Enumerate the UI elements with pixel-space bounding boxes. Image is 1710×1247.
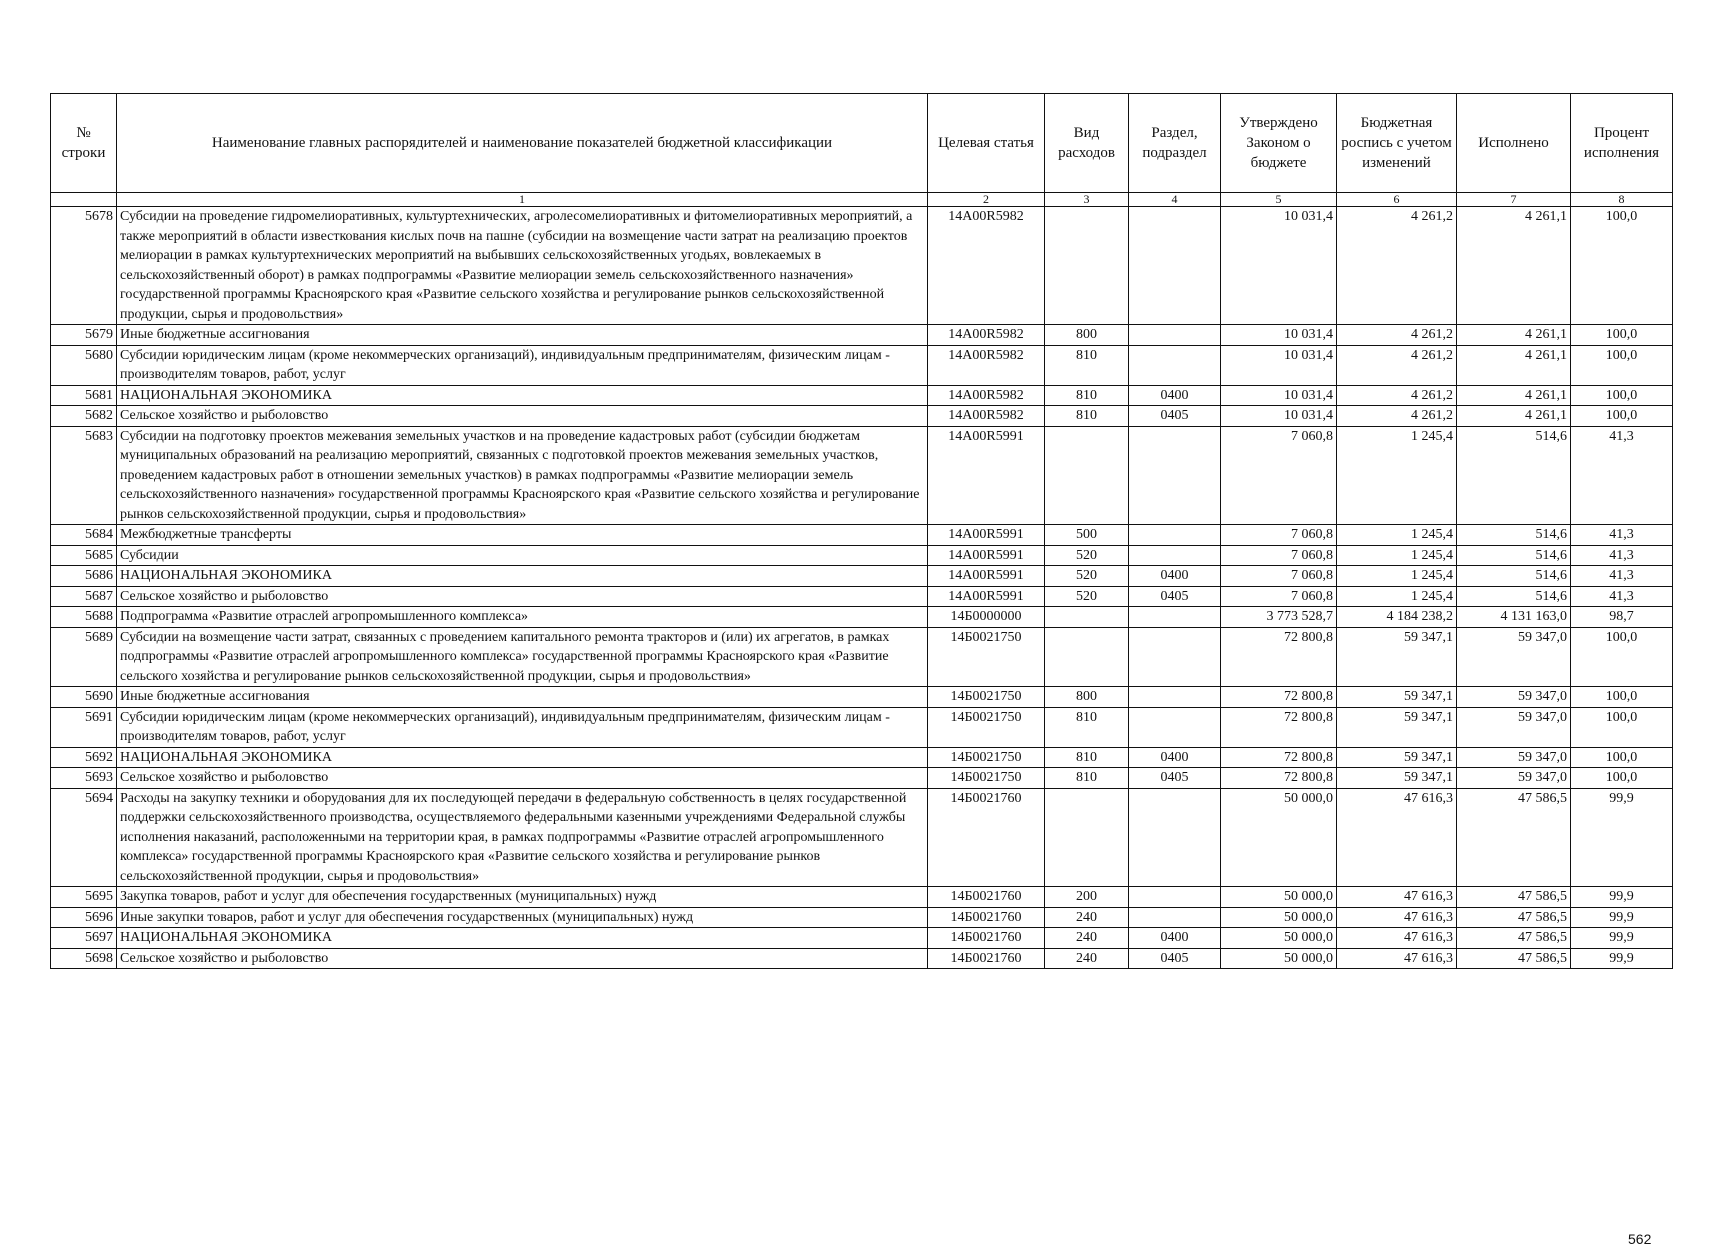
- row-expense-kind-cell: 810: [1045, 385, 1129, 406]
- row-expense-kind-cell: 810: [1045, 707, 1129, 747]
- row-target-article-cell: 14Б0021760: [928, 887, 1045, 908]
- row-approved-cell: 10 031,4: [1221, 406, 1337, 427]
- table-row: [51, 406, 1673, 427]
- table-row: [51, 768, 1673, 789]
- row-approved-cell: 50 000,0: [1221, 928, 1337, 949]
- row-executed-cell: 59 347,0: [1457, 627, 1571, 687]
- table-row: [51, 325, 1673, 346]
- row-approved-cell: 10 031,4: [1221, 385, 1337, 406]
- table-row: [51, 707, 1673, 747]
- row-expense-kind-cell: 810: [1045, 768, 1129, 789]
- row-approved-cell: 50 000,0: [1221, 788, 1337, 887]
- row-approved-cell: 72 800,8: [1221, 707, 1337, 747]
- row-expense-kind-cell: [1045, 788, 1129, 887]
- row-executed-cell: 4 261,1: [1457, 345, 1571, 385]
- row-budget-cell: 4 261,2: [1337, 325, 1457, 346]
- row-percent-cell: 100,0: [1571, 768, 1673, 789]
- table-row: [51, 607, 1673, 628]
- row-percent-cell: 100,0: [1571, 406, 1673, 427]
- header-executed: Исполнено: [1457, 94, 1571, 193]
- column-number: [51, 193, 117, 207]
- row-name-cell: НАЦИОНАЛЬНАЯ ЭКОНОМИКА: [117, 566, 928, 587]
- row-name-cell: Субсидии: [117, 545, 928, 566]
- table-row: [51, 948, 1673, 969]
- row-target-article-cell: 14А00R5982: [928, 207, 1045, 325]
- row-budget-cell: 4 261,2: [1337, 207, 1457, 325]
- page-number: 562: [1628, 1231, 1652, 1247]
- row-name-cell: Иные закупки товаров, работ и услуг для обеспечения государственных (муниципальных) нужд: [117, 907, 928, 928]
- row-executed-cell: 59 347,0: [1457, 768, 1571, 789]
- column-number: 5: [1221, 193, 1337, 207]
- table-row: [51, 385, 1673, 406]
- row-percent-cell: 100,0: [1571, 687, 1673, 708]
- row-target-article-cell: 14Б0021760: [928, 788, 1045, 887]
- row-target-article-cell: 14Б0021750: [928, 747, 1045, 768]
- row-percent-cell: 100,0: [1571, 207, 1673, 325]
- row-name-cell: НАЦИОНАЛЬНАЯ ЭКОНОМИКА: [117, 385, 928, 406]
- row-target-article-cell: 14Б0021750: [928, 627, 1045, 687]
- row-name-cell: НАЦИОНАЛЬНАЯ ЭКОНОМИКА: [117, 747, 928, 768]
- row-approved-cell: 7 060,8: [1221, 545, 1337, 566]
- row-section-cell: [1129, 788, 1221, 887]
- row-number-cell: 5681: [51, 385, 117, 406]
- row-percent-cell: 100,0: [1571, 747, 1673, 768]
- row-name-cell: Расходы на закупку техники и оборудования для их последующей передачи в федеральную собственность в целях государственной поддержки сельскохозяйственного производства, осуществляемого федеральными казенными учреждениями Федеральной службы исполнения наказаний, расположенными на территории края, в рамках подпрограммы «Развитие отраслей агропромышленного комплекса» государственной программы Красноярского края «Развитие сельского хозяйства и регулирование рынков сельскохозяйственной продукции, сырья и продовольствия»: [117, 788, 928, 887]
- row-expense-kind-cell: 810: [1045, 747, 1129, 768]
- row-percent-cell: 100,0: [1571, 627, 1673, 687]
- row-name-cell: Субсидии на подготовку проектов межевания земельных участков и на проведение кадастровых работ (субсидии бюджетам муниципальных образований на реализацию мероприятий, связанных с подготовкой проектов межевания земельных участков, проведением кадастровых работ в отношении земельных участков) в рамках подпрограммы «Развитие мелиорации земель сельскохозяйственного назначения» государственной программы Красноярского края «Развитие сельского хозяйства и регулирование рынков сельскохозяйственной продукции, сырья и продовольствия»: [117, 426, 928, 525]
- row-target-article-cell: 14А00R5991: [928, 426, 1045, 525]
- row-number-cell: 5691: [51, 707, 117, 747]
- row-section-cell: [1129, 707, 1221, 747]
- row-budget-cell: 4 184 238,2: [1337, 607, 1457, 628]
- budget-execution-table: [50, 93, 1673, 969]
- row-expense-kind-cell: [1045, 607, 1129, 628]
- row-expense-kind-cell: 520: [1045, 545, 1129, 566]
- row-name-cell: Субсидии на возмещение части затрат, связанных с проведением капитального ремонта тракторов и (или) их агрегатов, в рамках подпрограммы «Развитие отраслей агропромышленного комплекса» государственной программы Красноярского края «Развитие сельского хозяйства и регулирование рынков сельскохозяйственной продукции, сырья и продовольствия»: [117, 627, 928, 687]
- row-name-cell: Субсидии на проведение гидромелиоративных, культуртехнических, агролесомелиоративных и фитомелиоративных мероприятий, а также мероприятий в области известкования кислых почв на пашне (субсидии на возмещение части затрат на реализацию проектов мелиорации в рамках культуртехнических мероприятий на выбывших сельскохозяйственных угодьях, вовлекаемых в сельскохозяйственный оборот) в рамках подпрограммы «Развитие мелиорации земель сельскохозяйственного назначения» государственной программы Красноярского края «Развитие сельского хозяйства и регулирование рынков сельскохозяйственной продукции, сырья и продовольствия»: [117, 207, 928, 325]
- header-target-article: Целевая статья: [928, 94, 1045, 193]
- row-budget-cell: 47 616,3: [1337, 928, 1457, 949]
- row-percent-cell: 99,9: [1571, 948, 1673, 969]
- row-number-cell: 5680: [51, 345, 117, 385]
- row-percent-cell: 99,9: [1571, 788, 1673, 887]
- row-executed-cell: 514,6: [1457, 586, 1571, 607]
- row-target-article-cell: 14А00R5982: [928, 345, 1045, 385]
- row-expense-kind-cell: 800: [1045, 325, 1129, 346]
- row-target-article-cell: 14Б0021760: [928, 907, 1045, 928]
- row-budget-cell: 59 347,1: [1337, 627, 1457, 687]
- row-expense-kind-cell: 500: [1045, 525, 1129, 546]
- row-approved-cell: 7 060,8: [1221, 586, 1337, 607]
- row-number-cell: 5685: [51, 545, 117, 566]
- row-number-cell: 5689: [51, 627, 117, 687]
- table-row: [51, 426, 1673, 525]
- row-number-cell: 5682: [51, 406, 117, 427]
- row-executed-cell: 4 261,1: [1457, 406, 1571, 427]
- row-executed-cell: 59 347,0: [1457, 707, 1571, 747]
- row-section-cell: [1129, 207, 1221, 325]
- row-approved-cell: 72 800,8: [1221, 768, 1337, 789]
- header-expense-kind: Вид расходов: [1045, 94, 1129, 193]
- row-percent-cell: 100,0: [1571, 345, 1673, 385]
- row-executed-cell: 4 261,1: [1457, 385, 1571, 406]
- row-executed-cell: 514,6: [1457, 566, 1571, 587]
- row-approved-cell: 72 800,8: [1221, 627, 1337, 687]
- budget-report-page: [50, 93, 1672, 1247]
- row-approved-cell: 7 060,8: [1221, 566, 1337, 587]
- row-executed-cell: 4 261,1: [1457, 207, 1571, 325]
- table-row: [51, 627, 1673, 687]
- row-budget-cell: 4 261,2: [1337, 406, 1457, 427]
- row-budget-cell: 1 245,4: [1337, 525, 1457, 546]
- row-executed-cell: 47 586,5: [1457, 788, 1571, 887]
- row-expense-kind-cell: 240: [1045, 907, 1129, 928]
- row-percent-cell: 99,9: [1571, 887, 1673, 908]
- row-name-cell: Подпрограмма «Развитие отраслей агропромышленного комплекса»: [117, 607, 928, 628]
- row-target-article-cell: 14Б0021760: [928, 948, 1045, 969]
- row-executed-cell: 47 586,5: [1457, 907, 1571, 928]
- row-percent-cell: 100,0: [1571, 385, 1673, 406]
- row-percent-cell: 41,3: [1571, 566, 1673, 587]
- row-budget-cell: 1 245,4: [1337, 566, 1457, 587]
- row-expense-kind-cell: 520: [1045, 566, 1129, 587]
- row-approved-cell: 72 800,8: [1221, 687, 1337, 708]
- row-executed-cell: 4 261,1: [1457, 325, 1571, 346]
- header-budget-schedule: Бюджетная роспись с учетом изменений: [1337, 94, 1457, 193]
- table-row: [51, 928, 1673, 949]
- column-number: 1: [117, 193, 928, 207]
- row-number-cell: 5688: [51, 607, 117, 628]
- row-approved-cell: 3 773 528,7: [1221, 607, 1337, 628]
- row-section-cell: 0400: [1129, 385, 1221, 406]
- table-row: [51, 566, 1673, 587]
- row-section-cell: 0405: [1129, 948, 1221, 969]
- row-name-cell: Субсидии юридическим лицам (кроме некоммерческих организаций), индивидуальным предпринимателям, физическим лицам - производителям товаров, работ, услуг: [117, 707, 928, 747]
- column-number: 7: [1457, 193, 1571, 207]
- row-executed-cell: 59 347,0: [1457, 747, 1571, 768]
- row-number-cell: 5692: [51, 747, 117, 768]
- row-budget-cell: 59 347,1: [1337, 747, 1457, 768]
- row-approved-cell: 72 800,8: [1221, 747, 1337, 768]
- row-section-cell: 0405: [1129, 406, 1221, 427]
- row-budget-cell: 59 347,1: [1337, 768, 1457, 789]
- row-name-cell: НАЦИОНАЛЬНАЯ ЭКОНОМИКА: [117, 928, 928, 949]
- row-expense-kind-cell: 520: [1045, 586, 1129, 607]
- row-approved-cell: 10 031,4: [1221, 345, 1337, 385]
- row-section-cell: [1129, 345, 1221, 385]
- row-approved-cell: 50 000,0: [1221, 948, 1337, 969]
- table-row: [51, 207, 1673, 325]
- row-name-cell: Сельское хозяйство и рыболовство: [117, 406, 928, 427]
- row-number-cell: 5697: [51, 928, 117, 949]
- row-target-article-cell: 14А00R5991: [928, 586, 1045, 607]
- row-budget-cell: 1 245,4: [1337, 426, 1457, 525]
- row-executed-cell: 59 347,0: [1457, 687, 1571, 708]
- row-budget-cell: 47 616,3: [1337, 948, 1457, 969]
- row-section-cell: [1129, 907, 1221, 928]
- row-number-cell: 5694: [51, 788, 117, 887]
- row-number-cell: 5684: [51, 525, 117, 546]
- row-target-article-cell: 14Б0021750: [928, 687, 1045, 708]
- row-name-cell: Иные бюджетные ассигнования: [117, 325, 928, 346]
- row-number-cell: 5693: [51, 768, 117, 789]
- row-target-article-cell: 14Б0021750: [928, 707, 1045, 747]
- row-target-article-cell: 14Б0000000: [928, 607, 1045, 628]
- row-expense-kind-cell: 810: [1045, 345, 1129, 385]
- row-expense-kind-cell: 240: [1045, 928, 1129, 949]
- table-row: [51, 887, 1673, 908]
- row-approved-cell: 7 060,8: [1221, 426, 1337, 525]
- row-number-cell: 5696: [51, 907, 117, 928]
- row-budget-cell: 59 347,1: [1337, 687, 1457, 708]
- row-budget-cell: 47 616,3: [1337, 788, 1457, 887]
- row-executed-cell: 514,6: [1457, 426, 1571, 525]
- row-target-article-cell: 14А00R5991: [928, 525, 1045, 546]
- row-section-cell: [1129, 545, 1221, 566]
- row-target-article-cell: 14А00R5991: [928, 566, 1045, 587]
- table-row: [51, 907, 1673, 928]
- row-section-cell: [1129, 325, 1221, 346]
- row-section-cell: [1129, 607, 1221, 628]
- row-executed-cell: 4 131 163,0: [1457, 607, 1571, 628]
- row-target-article-cell: 14А00R5991: [928, 545, 1045, 566]
- header-name: Наименование главных распорядителей и наименование показателей бюджетной классификации: [117, 94, 928, 193]
- row-expense-kind-cell: [1045, 426, 1129, 525]
- table-row: [51, 586, 1673, 607]
- row-name-cell: Межбюджетные трансферты: [117, 525, 928, 546]
- row-name-cell: Субсидии юридическим лицам (кроме некоммерческих организаций), индивидуальным предпринимателям, физическим лицам - производителям товаров, работ, услуг: [117, 345, 928, 385]
- table-row: [51, 345, 1673, 385]
- row-executed-cell: 47 586,5: [1457, 928, 1571, 949]
- row-executed-cell: 47 586,5: [1457, 948, 1571, 969]
- row-approved-cell: 50 000,0: [1221, 907, 1337, 928]
- row-target-article-cell: 14А00R5982: [928, 406, 1045, 427]
- row-budget-cell: 47 616,3: [1337, 907, 1457, 928]
- column-number: 6: [1337, 193, 1457, 207]
- row-budget-cell: 4 261,2: [1337, 345, 1457, 385]
- row-executed-cell: 47 586,5: [1457, 887, 1571, 908]
- row-target-article-cell: 14А00R5982: [928, 385, 1045, 406]
- row-section-cell: [1129, 687, 1221, 708]
- table-header-row: [51, 94, 1673, 193]
- row-number-cell: 5687: [51, 586, 117, 607]
- row-number-cell: 5686: [51, 566, 117, 587]
- row-approved-cell: 10 031,4: [1221, 207, 1337, 325]
- row-target-article-cell: 14А00R5982: [928, 325, 1045, 346]
- table-row: [51, 788, 1673, 887]
- row-number-cell: 5698: [51, 948, 117, 969]
- row-budget-cell: 4 261,2: [1337, 385, 1457, 406]
- row-expense-kind-cell: 240: [1045, 948, 1129, 969]
- row-budget-cell: 1 245,4: [1337, 545, 1457, 566]
- row-number-cell: 5679: [51, 325, 117, 346]
- column-number: 3: [1045, 193, 1129, 207]
- row-target-article-cell: 14Б0021750: [928, 768, 1045, 789]
- row-section-cell: 0400: [1129, 928, 1221, 949]
- table-row: [51, 687, 1673, 708]
- header-approved: Утверждено Законом о бюджете: [1221, 94, 1337, 193]
- row-section-cell: 0400: [1129, 747, 1221, 768]
- row-percent-cell: 41,3: [1571, 545, 1673, 566]
- row-budget-cell: 59 347,1: [1337, 707, 1457, 747]
- row-name-cell: Иные бюджетные ассигнования: [117, 687, 928, 708]
- row-percent-cell: 41,3: [1571, 586, 1673, 607]
- row-expense-kind-cell: 800: [1045, 687, 1129, 708]
- row-number-cell: 5678: [51, 207, 117, 325]
- row-expense-kind-cell: [1045, 627, 1129, 687]
- row-target-article-cell: 14Б0021760: [928, 928, 1045, 949]
- row-percent-cell: 100,0: [1571, 707, 1673, 747]
- row-percent-cell: 41,3: [1571, 525, 1673, 546]
- row-section-cell: 0400: [1129, 566, 1221, 587]
- row-percent-cell: 41,3: [1571, 426, 1673, 525]
- row-name-cell: Закупка товаров, работ и услуг для обеспечения государственных (муниципальных) нужд: [117, 887, 928, 908]
- table-body: [51, 207, 1673, 969]
- column-number: 2: [928, 193, 1045, 207]
- row-executed-cell: 514,6: [1457, 545, 1571, 566]
- table-row: [51, 747, 1673, 768]
- row-number-cell: 5690: [51, 687, 117, 708]
- row-name-cell: Сельское хозяйство и рыболовство: [117, 768, 928, 789]
- row-expense-kind-cell: 810: [1045, 406, 1129, 427]
- row-section-cell: 0405: [1129, 586, 1221, 607]
- header-section: Раздел, подраздел: [1129, 94, 1221, 193]
- row-approved-cell: 50 000,0: [1221, 887, 1337, 908]
- column-number-row: [51, 193, 1673, 207]
- row-section-cell: [1129, 887, 1221, 908]
- header-percent: Процент исполнения: [1571, 94, 1673, 193]
- table-row: [51, 545, 1673, 566]
- row-number-cell: 5695: [51, 887, 117, 908]
- row-budget-cell: 1 245,4: [1337, 586, 1457, 607]
- row-approved-cell: 10 031,4: [1221, 325, 1337, 346]
- row-section-cell: [1129, 627, 1221, 687]
- column-number: 8: [1571, 193, 1673, 207]
- row-approved-cell: 7 060,8: [1221, 525, 1337, 546]
- row-executed-cell: 514,6: [1457, 525, 1571, 546]
- row-name-cell: Сельское хозяйство и рыболовство: [117, 948, 928, 969]
- row-percent-cell: 100,0: [1571, 325, 1673, 346]
- row-number-cell: 5683: [51, 426, 117, 525]
- header-row-number: № строки: [51, 94, 117, 193]
- row-expense-kind-cell: 200: [1045, 887, 1129, 908]
- row-percent-cell: 99,9: [1571, 928, 1673, 949]
- row-name-cell: Сельское хозяйство и рыболовство: [117, 586, 928, 607]
- row-percent-cell: 98,7: [1571, 607, 1673, 628]
- column-number: 4: [1129, 193, 1221, 207]
- row-section-cell: [1129, 525, 1221, 546]
- row-budget-cell: 47 616,3: [1337, 887, 1457, 908]
- table-row: [51, 525, 1673, 546]
- row-expense-kind-cell: [1045, 207, 1129, 325]
- row-section-cell: 0405: [1129, 768, 1221, 789]
- row-percent-cell: 99,9: [1571, 907, 1673, 928]
- row-section-cell: [1129, 426, 1221, 525]
